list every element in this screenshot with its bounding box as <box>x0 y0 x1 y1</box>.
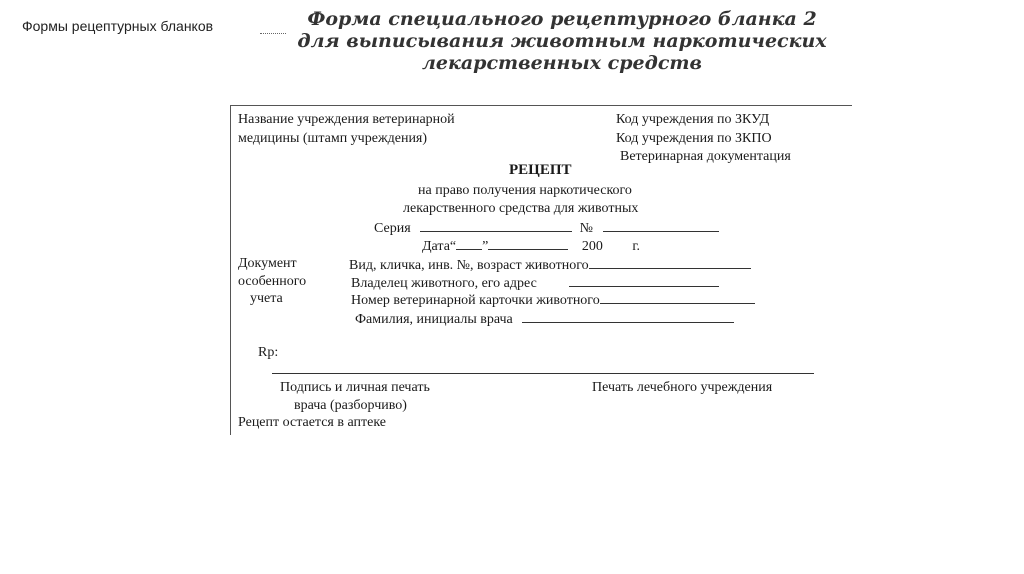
prescription-form <box>230 105 852 435</box>
date-month-field <box>488 237 568 250</box>
institution-name-line-2: медицины (штамп учреждения) <box>238 131 428 146</box>
doctor-name-field <box>522 310 734 323</box>
rp-line <box>272 373 814 374</box>
subheading-line-1: на право получения наркотического <box>418 183 632 198</box>
vet-documentation: Ветеринарная документация <box>620 149 791 164</box>
owner-info-label: Владелец животного, его адрес <box>351 276 537 291</box>
number-field <box>603 219 719 232</box>
date-suffix: г. <box>632 239 641 254</box>
rp-label: Rp: <box>258 345 279 360</box>
title-line-2: для выписывания животным наркотических <box>297 30 827 52</box>
animal-info-field <box>589 256 751 269</box>
title-line-1: Форма специального рецептурного бланка 2 <box>307 8 817 30</box>
signature-line-1: Подпись и личная печать <box>280 380 430 395</box>
vet-card-field <box>600 291 755 304</box>
date-year: 200 <box>581 239 603 254</box>
doctor-name-row <box>355 310 734 328</box>
slide-label: Формы рецептурных бланков <box>22 18 214 34</box>
series-label: Серия <box>374 221 411 236</box>
date-label: Дата“ <box>422 239 457 254</box>
series-field <box>420 219 572 232</box>
date-day-field <box>456 237 482 250</box>
remains-note: Рецепт остается в аптеке <box>238 415 386 430</box>
owner-info-field <box>569 274 719 287</box>
slide-title <box>262 8 862 74</box>
code-zkud: Код учреждения по ЗКУД <box>616 112 770 127</box>
doc-type-line-1: Документ <box>238 256 297 271</box>
owner-info-row <box>351 274 719 292</box>
doc-type-line-2: особенного <box>238 274 307 289</box>
number-label: № <box>579 221 594 236</box>
code-zkpo: Код учреждения по ЗКПО <box>616 131 772 146</box>
animal-info-row <box>349 256 751 274</box>
doc-type-line-3: учета <box>250 291 283 306</box>
form-left-border <box>230 105 231 435</box>
date-row <box>422 237 640 255</box>
vet-card-row <box>351 291 755 309</box>
institution-name-line-1: Название учреждения ветеринарной <box>238 112 455 127</box>
clinic-stamp: Печать лечебного учреждения <box>592 380 773 395</box>
form-top-border <box>230 105 852 106</box>
signature-line-2: врача (разборчиво) <box>294 398 407 413</box>
date-quote: ” <box>482 239 489 254</box>
doctor-name-label: Фамилия, инициалы врача <box>355 312 513 327</box>
vet-card-label: Номер ветеринарной карточки животного <box>351 293 600 308</box>
title-line-3: лекарственных средств <box>422 52 702 74</box>
recipe-heading: РЕЦЕПТ <box>509 162 572 178</box>
subheading-line-2: лекарственного средства для животных <box>403 201 639 216</box>
animal-info-label: Вид, кличка, инв. №, возраст животного <box>349 258 589 273</box>
series-row <box>374 219 719 237</box>
